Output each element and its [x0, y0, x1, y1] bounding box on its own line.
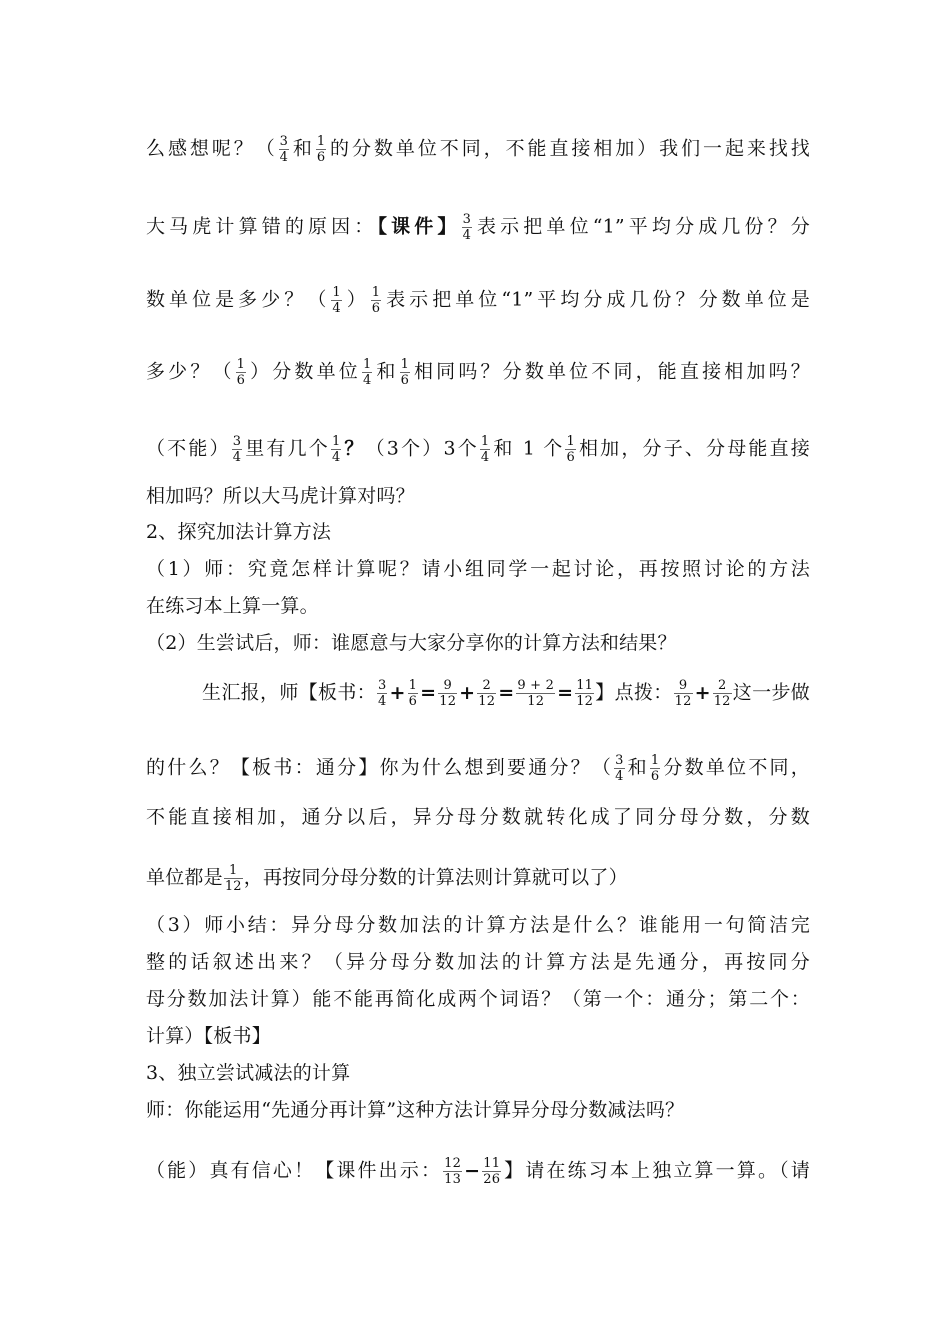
fraction-numerator: 2 — [713, 678, 732, 694]
text-run: 多少？（ — [146, 360, 235, 383]
fraction-numerator: 1 — [400, 357, 410, 372]
text-run: ） — [342, 288, 370, 311]
fraction-denominator: 12 — [478, 694, 496, 709]
text-run: 相加吗？所以大马虎计算对吗？ — [146, 485, 415, 507]
fraction — [443, 1156, 462, 1187]
math-operator: = — [557, 681, 574, 704]
text-line — [146, 913, 810, 937]
text-run: 和 — [290, 137, 315, 160]
fraction-numerator: 3 — [462, 212, 472, 227]
bold-text: 【课件】 — [377, 215, 461, 238]
fraction-numerator: 1 — [331, 434, 341, 449]
fraction-numerator: 3 — [615, 753, 624, 768]
fraction-numerator: 11 — [483, 1156, 501, 1171]
text-run: 里有几个 — [243, 437, 330, 460]
fraction-numerator: 1 — [362, 357, 372, 372]
text-line — [146, 753, 810, 784]
text-run: 和 1 个 — [491, 437, 565, 460]
text-run: （2）生尝试后，师：谁愿意与大家分享你的计算方法和结果？ — [146, 632, 677, 654]
text-run: 母分数加法计算）能不能再简化成两个词语？（第一个：通分；第二个： — [146, 988, 810, 1010]
text-line — [146, 863, 810, 894]
text-run: 的什么？【板书：通分】你为什么想到要通分？（ — [146, 756, 614, 779]
text-run: 相加，分子、分母能直接 — [576, 437, 810, 460]
fraction-denominator: 6 — [566, 450, 575, 465]
math-operator: = — [420, 681, 437, 704]
fraction — [224, 863, 243, 894]
fraction — [462, 212, 472, 243]
fraction — [400, 357, 410, 388]
math-operator: = — [498, 681, 515, 704]
text-line — [146, 484, 810, 508]
text-run: ）分数单位 — [247, 360, 361, 383]
fraction-denominator: 4 — [232, 450, 242, 465]
fraction-denominator: 6 — [400, 373, 410, 388]
text-line — [146, 1156, 810, 1187]
text-run: 相同吗？分数单位不同，能直接相加吗？ — [411, 360, 810, 383]
text-run: 大马虎计算错的原因： — [146, 215, 378, 238]
math-operator: + — [694, 681, 711, 704]
fraction-denominator: 12 — [224, 879, 242, 894]
text-run: （能）真有信心！【课件出示： — [146, 1159, 443, 1182]
text-run: 的分数单位不同，不能直接相加）我们一起来找找 — [327, 137, 811, 160]
fraction-numerator: 1 — [332, 285, 341, 300]
fraction — [565, 434, 575, 465]
fraction — [371, 285, 381, 316]
fraction-numerator: 12 — [444, 1156, 462, 1171]
fraction — [614, 753, 624, 784]
text-run: 表示把单位“1”平均分成几份？分 — [473, 215, 810, 238]
fraction-denominator: 26 — [483, 1172, 501, 1187]
fraction-denominator: 4 — [279, 150, 289, 165]
text-line — [202, 678, 810, 709]
fraction-denominator: 13 — [444, 1172, 462, 1187]
text-run: 么感想呢？（ — [146, 137, 278, 160]
text-run: 3、独立尝试减法的计算 — [146, 1062, 351, 1084]
text-run: 数单位是多少？（ — [146, 288, 331, 311]
text-run: ，再按同分母分数的计算法则计算就可以了） — [243, 866, 628, 889]
fraction-denominator: 4 — [480, 450, 490, 465]
fraction-denominator: 6 — [236, 373, 246, 388]
fraction-denominator: 6 — [371, 301, 381, 316]
text-line — [146, 1024, 810, 1048]
text-line — [146, 520, 810, 544]
fraction — [279, 134, 289, 165]
text-line — [146, 357, 810, 388]
text-line — [146, 987, 810, 1011]
text-run: （3个）3个 — [365, 437, 479, 460]
text-run: 】请在练习本上独立算一算。（请 — [502, 1159, 810, 1182]
fraction-numerator: 2 — [477, 678, 496, 694]
fraction-denominator: 12 — [527, 694, 545, 709]
text-run: 和 — [625, 756, 649, 779]
fraction-numerator: 11 — [576, 678, 594, 693]
text-run: 生汇报，师【板书： — [202, 681, 376, 704]
fraction-numerator: 1 — [316, 134, 326, 149]
fraction — [650, 753, 660, 784]
fraction-denominator: 12 — [713, 694, 731, 709]
text-run: （不能） — [146, 437, 231, 460]
text-run: 2、探究加法计算方法 — [146, 521, 332, 543]
fraction — [674, 678, 693, 709]
fraction-denominator: 12 — [576, 694, 594, 709]
text-line — [146, 557, 810, 581]
fraction-numerator: 1 — [408, 678, 418, 693]
fraction-denominator: 6 — [408, 694, 418, 709]
text-run: 和 — [373, 360, 399, 383]
text-line — [146, 285, 810, 316]
text-run: 表示把单位“1”平均分成几份？分数单位是 — [382, 288, 810, 311]
fraction-denominator: 12 — [439, 694, 457, 709]
fraction-numerator: 3 — [279, 134, 289, 149]
fraction-numerator: 1 — [371, 285, 381, 300]
text-run: 师：你能运用“先通分再计算”这种方法计算异分母分数减法吗？ — [146, 1099, 685, 1121]
fraction — [516, 678, 555, 709]
fraction-denominator: 4 — [362, 373, 372, 388]
text-run: 在练习本上算一算。 — [146, 595, 319, 617]
text-line — [146, 805, 810, 829]
text-line — [146, 1098, 810, 1122]
text-line — [146, 950, 810, 974]
text-run: 】点拨： — [595, 681, 673, 704]
fraction-numerator: 9 — [438, 678, 457, 694]
fraction — [236, 357, 246, 388]
fraction — [438, 678, 457, 709]
fraction-numerator: 1 — [650, 753, 660, 768]
math-operator: − — [464, 1159, 481, 1182]
text-line — [146, 434, 810, 465]
fraction-numerator: 1 — [480, 434, 490, 449]
fraction-numerator: 3 — [232, 434, 242, 449]
fraction-numerator: 1 — [566, 434, 575, 449]
fraction — [377, 678, 387, 709]
text-run: （3）师小结：异分母分数加法的计算方法是什么？谁能用一句简洁完 — [146, 914, 810, 936]
fraction-denominator: 4 — [378, 694, 387, 709]
fraction-numerator: 1 — [236, 357, 246, 372]
fraction-denominator: 4 — [331, 450, 341, 465]
fraction-denominator: 6 — [316, 150, 326, 165]
fraction-numerator: 1 — [224, 863, 243, 879]
math-operator: + — [459, 681, 476, 704]
text-run: 计算）【板书】 — [146, 1025, 271, 1047]
fraction — [713, 678, 732, 709]
fraction — [480, 434, 490, 465]
text-line — [146, 594, 810, 618]
text-run: （1）师：究竟怎样计算呢？请小组同学一起讨论，再按照讨论的方法 — [146, 558, 810, 580]
text-run: 分数单位不同， — [661, 756, 810, 779]
fraction-denominator: 4 — [332, 301, 341, 316]
fraction — [331, 285, 341, 316]
fraction — [408, 678, 418, 709]
fraction-numerator: 9 — [674, 678, 693, 694]
fraction — [477, 678, 496, 709]
fraction-denominator: 12 — [674, 694, 692, 709]
fraction-numerator: 3 — [378, 678, 387, 693]
fraction — [316, 134, 326, 165]
fraction-denominator: 4 — [462, 228, 472, 243]
text-run: 不能直接相加，通分以后，异分母分数就转化成了同分母分数，分数 — [146, 806, 810, 828]
fraction-denominator: 6 — [650, 769, 660, 784]
text-line — [146, 1061, 810, 1085]
fraction-numerator: 9 + 2 — [517, 678, 555, 693]
bold-text: ？ — [342, 437, 366, 460]
text-line — [146, 631, 810, 655]
fraction — [575, 678, 594, 709]
math-operator: + — [389, 681, 406, 704]
text-run: 整的话叙述出来？（异分母分数加法的计算方法是先通分，再按同分 — [146, 951, 810, 973]
fraction — [331, 434, 341, 465]
fraction — [232, 434, 242, 465]
fraction — [482, 1156, 501, 1187]
text-run: 单位都是 — [146, 866, 223, 889]
fraction — [362, 357, 372, 388]
fraction-denominator: 4 — [615, 769, 624, 784]
text-line — [146, 134, 810, 165]
text-run: 这一步做 — [732, 681, 810, 704]
text-line — [146, 212, 810, 243]
